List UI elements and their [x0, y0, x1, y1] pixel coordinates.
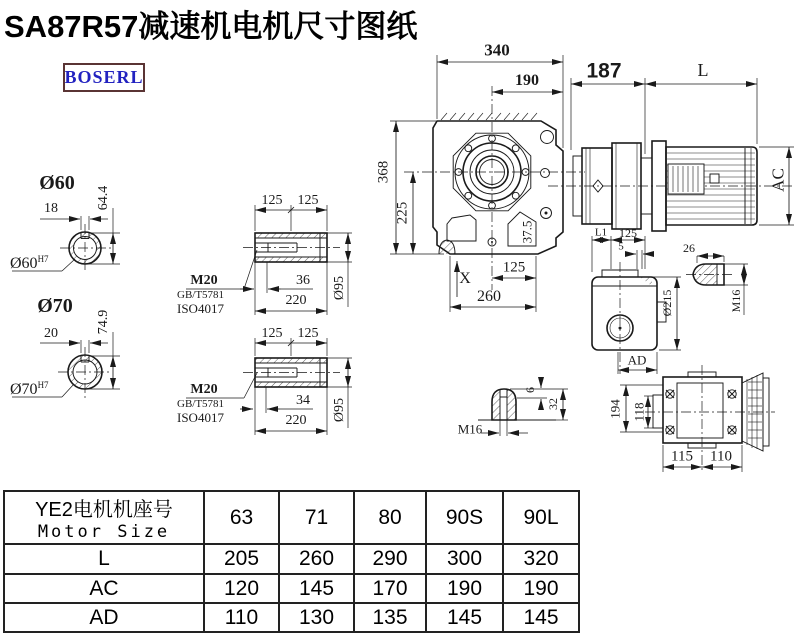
dim-front-37-5: 37.5	[519, 220, 535, 244]
row-label-ad: AD	[4, 603, 204, 632]
dim-sec1-36: 36	[296, 273, 310, 288]
table-row-ad: AD 110 130 135 145 145	[4, 603, 579, 632]
dim-front-190: 190	[515, 72, 539, 89]
dim-shaft1-key-height: 64.4	[96, 185, 111, 211]
dim-front-260: 260	[477, 288, 501, 305]
dim-side-dia215: Ø215	[660, 289, 674, 317]
label-section-mark-x: X	[459, 270, 471, 287]
table-col-90l: 90L	[503, 491, 579, 544]
dim-side-5: 5	[618, 240, 624, 253]
dim-motor-ac: AC	[768, 168, 788, 192]
row-label-l: L	[4, 544, 204, 574]
dim-shaft2-key-width: 20	[44, 326, 58, 341]
dim-shaft1-title: Ø60	[39, 172, 75, 194]
label-sec1-iso: ISO4017	[177, 301, 224, 316]
dim-tip1-26: 26	[683, 241, 695, 255]
dim-side-ad: AD	[627, 352, 647, 368]
dim-motor-187: 187	[586, 59, 622, 83]
dim-side-l1: L1	[594, 226, 608, 239]
table-col-63: 63	[204, 491, 279, 544]
dim-front-368: 368	[375, 160, 392, 184]
dim-side-125: 125	[619, 226, 637, 240]
dim-rear-118: 118	[631, 402, 647, 422]
dim-sec2-125a: 125	[261, 326, 283, 341]
table-row-ac: AC 120 145 170 190 190	[4, 574, 579, 603]
dim-rear-115: 115	[671, 448, 693, 465]
dim-sec1-125b: 125	[297, 193, 319, 208]
dim-tip2-32: 32	[546, 398, 560, 410]
dim-tip2-6: 6	[523, 387, 537, 393]
table-col-71: 71	[279, 491, 354, 544]
page-title: SA87R57减速机电机尺寸图纸	[4, 9, 418, 44]
dim-shaft2-key-height: 74.9	[96, 309, 111, 335]
label-sec2-gb: GB/T5781	[177, 398, 225, 410]
dim-tip2-m16: M16	[457, 421, 483, 437]
table-col-80: 80	[354, 491, 426, 544]
dim-sec2-220: 220	[285, 413, 307, 428]
table-header-motor-size: YE2电机机座号 Motor Size	[4, 491, 204, 544]
row-label-ac: AC	[4, 574, 204, 603]
label-sec2-thread: M20	[190, 382, 218, 397]
motor-size-table	[3, 490, 580, 633]
label-sec1-thread: M20	[190, 273, 218, 288]
dim-sec2-125b: 125	[297, 326, 319, 341]
dim-front-225: 225	[394, 201, 411, 225]
table-col-90s: 90S	[426, 491, 503, 544]
dim-rear-194: 194	[607, 399, 623, 419]
dim-tip1-m16: M16	[729, 289, 743, 313]
dim-sec2-34: 34	[296, 393, 310, 408]
dim-rear-110: 110	[710, 448, 732, 465]
brand-logo	[63, 63, 145, 92]
dim-front-340: 340	[484, 40, 510, 60]
gearbox-front-view	[390, 55, 585, 312]
dim-sec1-220: 220	[285, 293, 307, 308]
dim-shaft1-key-width: 18	[44, 201, 58, 216]
dim-shaft2-title: Ø70	[37, 295, 73, 317]
brand-logo-text: BOSERL	[64, 67, 144, 87]
dim-sec2-dia: Ø95	[332, 397, 347, 423]
label-sec2-iso: ISO4017	[177, 410, 224, 425]
dim-sec1-125a: 125	[261, 193, 283, 208]
dim-front-125: 125	[502, 259, 526, 276]
table-row-l: L 205 260 290 300 320	[4, 544, 579, 574]
dim-motor-l: L	[697, 60, 709, 80]
dim-sec1-dia: Ø95	[332, 275, 347, 301]
dim-shaft1-bore: $Ø60^{H7}$	[10, 254, 49, 272]
dim-shaft2-bore: $Ø70^{H7}$	[10, 380, 49, 398]
motor-side-view	[548, 78, 795, 231]
label-sec1-gb: GB/T5781	[177, 289, 225, 301]
